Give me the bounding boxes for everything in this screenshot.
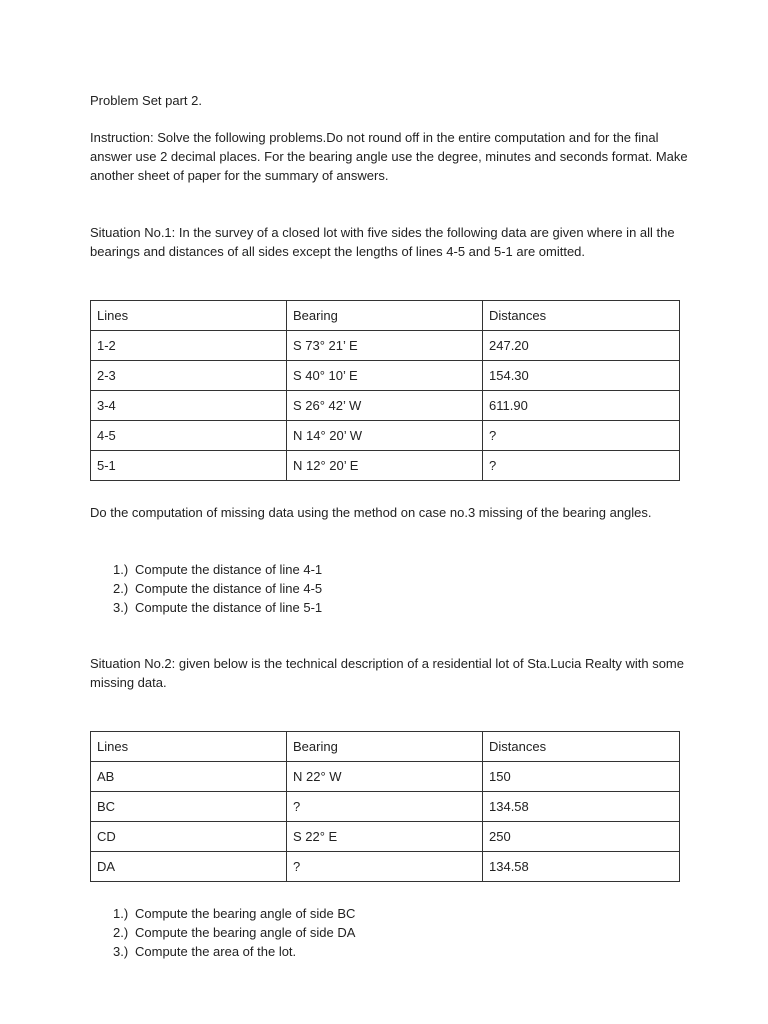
header-bearing: Bearing bbox=[287, 732, 483, 762]
list-text: Compute the bearing angle of side BC bbox=[135, 906, 356, 921]
cell-bearing: N 14° 20’ W bbox=[287, 421, 483, 451]
table-header-row bbox=[91, 732, 680, 762]
cell-distance: 150 bbox=[483, 762, 680, 792]
header-bearing: Bearing bbox=[287, 301, 483, 331]
list-number: 1.) bbox=[113, 562, 129, 577]
list-item bbox=[113, 923, 355, 942]
cell-line: 5-1 bbox=[91, 451, 287, 481]
situation2-description: Situation No.2: given below is the technical description of a residential lot of Sta.Lucia Realty with some missing data. bbox=[90, 656, 684, 690]
cell-line: AB bbox=[91, 762, 287, 792]
cell-bearing: ? bbox=[287, 852, 483, 882]
situation2-questions bbox=[113, 904, 355, 961]
cell-distance: 611.90 bbox=[483, 391, 680, 421]
cell-bearing: ? bbox=[287, 792, 483, 822]
cell-distance: 247.20 bbox=[483, 331, 680, 361]
list-number: 2.) bbox=[113, 925, 129, 940]
cell-distance: ? bbox=[483, 451, 680, 481]
table-row bbox=[91, 391, 680, 421]
table-row bbox=[91, 331, 680, 361]
cell-line: BC bbox=[91, 792, 287, 822]
cell-bearing: N 22° W bbox=[287, 762, 483, 792]
list-number: 1.) bbox=[113, 906, 129, 921]
list-text: Compute the distance of line 4-5 bbox=[135, 581, 323, 596]
list-text: Compute the distance of line 4-1 bbox=[135, 562, 323, 577]
header-lines: Lines bbox=[91, 732, 287, 762]
cell-line: CD bbox=[91, 822, 287, 852]
document-title: Problem Set part 2. bbox=[90, 93, 202, 108]
list-text: Compute the bearing angle of side DA bbox=[135, 925, 356, 940]
cell-distance: 154.30 bbox=[483, 361, 680, 391]
cell-bearing: S 22° E bbox=[287, 822, 483, 852]
situation2-table bbox=[90, 731, 680, 882]
table-header-row bbox=[91, 301, 680, 331]
table-row bbox=[91, 762, 680, 792]
header-lines: Lines bbox=[91, 301, 287, 331]
cell-line: 1-2 bbox=[91, 331, 287, 361]
cell-bearing: S 73° 21’ E bbox=[287, 331, 483, 361]
list-item bbox=[113, 942, 355, 961]
header-distances: Distances bbox=[483, 301, 680, 331]
cell-line: 3-4 bbox=[91, 391, 287, 421]
cell-bearing: S 40° 10’ E bbox=[287, 361, 483, 391]
cell-line: 4-5 bbox=[91, 421, 287, 451]
table-row bbox=[91, 451, 680, 481]
list-number: 3.) bbox=[113, 600, 129, 615]
instruction-paragraph: Instruction: Solve the following problems.Do not round off in the entire computation and for the final answer use 2 decimal places. For the bearing angle use the degree, minutes and seconds format. Make another sheet of paper for the summary of answers. bbox=[90, 130, 688, 183]
list-text: Compute the area of the lot. bbox=[135, 944, 297, 959]
cell-distance: 134.58 bbox=[483, 852, 680, 882]
list-item bbox=[113, 579, 322, 598]
list-item bbox=[113, 904, 355, 923]
situation1-questions bbox=[113, 560, 322, 617]
table-row bbox=[91, 361, 680, 391]
list-item bbox=[113, 598, 322, 617]
table-row bbox=[91, 852, 680, 882]
table-row bbox=[91, 822, 680, 852]
list-number: 2.) bbox=[113, 581, 129, 596]
list-item bbox=[113, 560, 322, 579]
list-number: 3.) bbox=[113, 944, 129, 959]
table-row bbox=[91, 792, 680, 822]
cell-bearing: S 26° 42’ W bbox=[287, 391, 483, 421]
cell-bearing: N 12° 20’ E bbox=[287, 451, 483, 481]
cell-distance: ? bbox=[483, 421, 680, 451]
situation1-table bbox=[90, 300, 680, 481]
cell-line: 2-3 bbox=[91, 361, 287, 391]
situation1-note: Do the computation of missing data using the method on case no.3 missing of the bearing angles. bbox=[90, 505, 652, 520]
cell-distance: 134.58 bbox=[483, 792, 680, 822]
cell-line: DA bbox=[91, 852, 287, 882]
list-text: Compute the distance of line 5-1 bbox=[135, 600, 323, 615]
table-row bbox=[91, 421, 680, 451]
situation1-description: Situation No.1: In the survey of a closed lot with five sides the following data are given where in all the bearings and distances of all sides except the lengths of lines 4-5 and 5-1 are omitted. bbox=[90, 225, 675, 259]
header-distances: Distances bbox=[483, 732, 680, 762]
cell-distance: 250 bbox=[483, 822, 680, 852]
